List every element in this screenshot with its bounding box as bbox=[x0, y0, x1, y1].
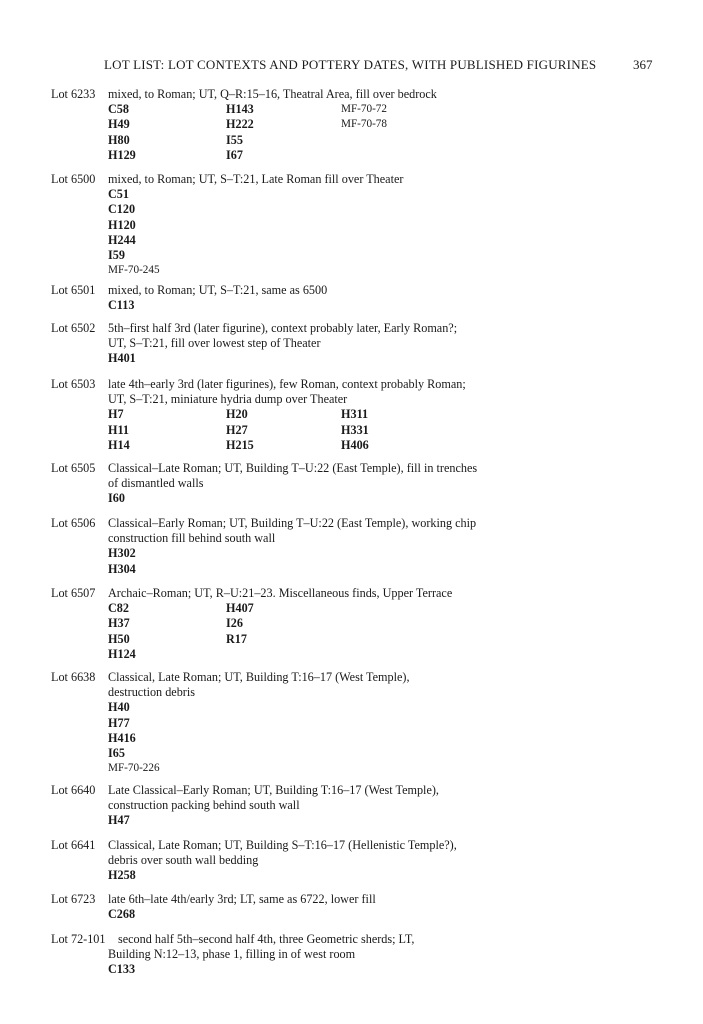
catalogue-number: C133 bbox=[108, 962, 136, 977]
figurine-list bbox=[108, 298, 508, 313]
figurine-list bbox=[108, 907, 508, 922]
figurine-list bbox=[108, 868, 508, 883]
figurine-row bbox=[108, 133, 508, 148]
lot-description-line: 5th–first half 3rd (later figurine), context probably later, Early Roman?; bbox=[108, 321, 458, 335]
lot-body bbox=[108, 838, 508, 884]
lot-description bbox=[108, 461, 508, 491]
catalogue-number: H406 bbox=[341, 437, 369, 452]
lot-label: Lot 72-101 bbox=[51, 932, 106, 946]
lot-label: Lot 6505 bbox=[51, 461, 96, 475]
catalogue-number: H407 bbox=[226, 601, 254, 616]
catalogue-number: C82 bbox=[108, 601, 129, 616]
figurine-row bbox=[108, 616, 508, 631]
lot-body bbox=[108, 670, 508, 776]
lot-description-line: Classical–Late Roman; UT, Building T–U:22 (East Temple), fill in trenches bbox=[108, 461, 478, 475]
lot-description-line: of dismantled walls bbox=[108, 476, 204, 491]
lot-label: Lot 6507 bbox=[51, 586, 96, 600]
lot-description-line: late 6th–late 4th/early 3rd; LT, same as 6722, lower fill bbox=[108, 892, 376, 906]
lot-description bbox=[108, 586, 508, 601]
figurine-row bbox=[108, 218, 508, 233]
lot-description bbox=[108, 932, 518, 962]
lot-description-line: Classical–Early Roman; UT, Building T–U:22 (East Temple), working chip bbox=[108, 516, 477, 530]
lot-description-line: UT, S–T:21, fill over lowest step of Theater bbox=[108, 336, 321, 351]
figurine-row bbox=[108, 423, 508, 438]
figurine-row bbox=[108, 187, 508, 202]
catalogue-number: I26 bbox=[226, 616, 243, 631]
catalogue-number: H129 bbox=[108, 147, 136, 162]
lot-label: Lot 6233 bbox=[51, 87, 96, 101]
catalogue-number: H331 bbox=[341, 422, 369, 437]
inventory-number: MF-70-78 bbox=[341, 118, 387, 131]
figurine-list bbox=[108, 407, 508, 453]
figurine-row bbox=[108, 263, 508, 278]
catalogue-number: H40 bbox=[108, 700, 130, 715]
catalogue-number: H27 bbox=[226, 422, 248, 437]
figurine-list bbox=[108, 601, 508, 662]
figurine-row bbox=[108, 546, 508, 561]
catalogue-number: C120 bbox=[108, 202, 136, 217]
lot-description bbox=[108, 783, 508, 813]
lot-description-line: Late Classical–Early Roman; UT, Building T:16–17 (West Temple), bbox=[108, 783, 439, 797]
figurine-row bbox=[108, 716, 508, 731]
catalogue-number: H14 bbox=[108, 437, 130, 452]
inventory-number: MF-70-226 bbox=[108, 762, 160, 775]
header-title: LOT LIST: LOT CONTEXTS AND POTTERY DATES, WITH PUBLISHED FIGURINES bbox=[104, 57, 597, 72]
catalogue-number: C113 bbox=[108, 298, 135, 313]
figurine-list bbox=[108, 102, 508, 163]
figurine-list bbox=[108, 351, 508, 366]
lot-description bbox=[108, 516, 508, 546]
lot-description bbox=[108, 377, 508, 407]
lot-label: Lot 6723 bbox=[51, 892, 96, 906]
catalogue-number: H222 bbox=[226, 117, 254, 132]
figurine-list bbox=[108, 546, 508, 576]
figurine-row bbox=[108, 351, 508, 366]
lot-label: Lot 6506 bbox=[51, 516, 96, 530]
catalogue-number: I59 bbox=[108, 247, 125, 262]
lot-description-line: Classical, Late Roman; UT, Building S–T:16–17 (Hellenistic Temple?), bbox=[108, 838, 457, 852]
catalogue-number: I55 bbox=[226, 132, 243, 147]
catalogue-number: C58 bbox=[108, 102, 129, 117]
catalogue-number: R17 bbox=[226, 631, 247, 646]
lot-description-line: construction fill behind south wall bbox=[108, 531, 276, 546]
figurine-list bbox=[108, 962, 518, 977]
catalogue-number: H49 bbox=[108, 117, 130, 132]
catalogue-number: H50 bbox=[108, 631, 130, 646]
lot-body bbox=[108, 461, 508, 507]
figurine-row bbox=[108, 746, 508, 761]
catalogue-number: H401 bbox=[108, 351, 136, 366]
lot-body bbox=[108, 932, 518, 978]
figurine-list bbox=[108, 491, 508, 506]
lot-label: Lot 6640 bbox=[51, 783, 96, 797]
running-header bbox=[0, 57, 703, 75]
figurine-row bbox=[108, 102, 508, 117]
lot-description bbox=[108, 892, 508, 907]
catalogue-number: H80 bbox=[108, 132, 130, 147]
lot-description-line: UT, S–T:21, miniature hydria dump over Theater bbox=[108, 392, 348, 407]
lot-label: Lot 6638 bbox=[51, 670, 96, 684]
lot-body bbox=[108, 321, 508, 367]
figurine-row bbox=[108, 233, 508, 248]
figurine-list bbox=[108, 700, 508, 776]
catalogue-number: C268 bbox=[108, 907, 136, 922]
lot-label: Lot 6641 bbox=[51, 838, 96, 852]
catalogue-number: H37 bbox=[108, 616, 130, 631]
lot-body bbox=[108, 783, 508, 829]
figurine-row bbox=[108, 562, 508, 577]
catalogue-number: H7 bbox=[108, 407, 124, 422]
inventory-number: MF-70-72 bbox=[341, 103, 387, 116]
lot-description-line: Building N:12–13, phase 1, filling in of west room bbox=[108, 947, 356, 962]
lot-description-line: mixed, to Roman; UT, S–T:21, Late Roman fill over Theater bbox=[108, 172, 404, 186]
lot-description bbox=[108, 321, 508, 351]
figurine-row bbox=[108, 731, 508, 746]
figurine-row bbox=[108, 962, 518, 977]
lot-description-line: mixed, to Roman; UT, Q–R:15–16, Theatral Area, fill over bedrock bbox=[108, 87, 437, 101]
figurine-row bbox=[108, 438, 508, 453]
catalogue-number: H143 bbox=[226, 102, 254, 117]
catalogue-number: I65 bbox=[108, 745, 125, 760]
figurine-list bbox=[108, 813, 508, 828]
catalogue-number: H416 bbox=[108, 730, 136, 745]
figurine-row bbox=[108, 117, 508, 132]
lot-body bbox=[108, 172, 508, 278]
lot-description bbox=[108, 87, 508, 102]
inventory-number: MF-70-245 bbox=[108, 264, 160, 277]
figurine-row bbox=[108, 298, 508, 313]
catalogue-number: C51 bbox=[108, 187, 129, 202]
catalogue-number: I60 bbox=[108, 491, 125, 506]
lot-body bbox=[108, 586, 508, 662]
page-number: 367 bbox=[633, 57, 653, 72]
lot-description-line: debris over south wall bedding bbox=[108, 853, 259, 868]
lot-description-line: second half 5th–second half 4th, three Geometric sherds; LT, bbox=[118, 932, 415, 946]
figurine-row bbox=[108, 907, 508, 922]
figurine-row bbox=[108, 148, 508, 163]
lot-label: Lot 6500 bbox=[51, 172, 96, 186]
figurine-row bbox=[108, 761, 508, 776]
lot-description-line: Archaic–Roman; UT, R–U:21–23. Miscellaneous finds, Upper Terrace bbox=[108, 586, 453, 600]
figurine-row bbox=[108, 407, 508, 422]
catalogue-number: H124 bbox=[108, 646, 136, 661]
lot-body bbox=[108, 87, 508, 163]
figurine-row bbox=[108, 647, 508, 662]
lot-description bbox=[108, 283, 508, 298]
lot-body bbox=[108, 283, 508, 313]
lot-description-line: late 4th–early 3rd (later figurines), few Roman, context probably Roman; bbox=[108, 377, 466, 391]
catalogue-number: H311 bbox=[341, 407, 369, 422]
catalogue-number: H244 bbox=[108, 232, 136, 247]
catalogue-number: H47 bbox=[108, 813, 130, 828]
figurine-row bbox=[108, 813, 508, 828]
catalogue-number: I67 bbox=[226, 147, 243, 162]
catalogue-number: H77 bbox=[108, 715, 130, 730]
catalogue-number: H304 bbox=[108, 561, 136, 576]
catalogue-number: H258 bbox=[108, 868, 136, 883]
figurine-row bbox=[108, 700, 508, 715]
lot-label: Lot 6501 bbox=[51, 283, 96, 297]
lot-description-line: Classical, Late Roman; UT, Building T:16–17 (West Temple), bbox=[108, 670, 410, 684]
figurine-row bbox=[108, 632, 508, 647]
figurine-list bbox=[108, 187, 508, 278]
figurine-row bbox=[108, 601, 508, 616]
figurine-row bbox=[108, 491, 508, 506]
figurine-row bbox=[108, 202, 508, 217]
lot-description bbox=[108, 172, 508, 187]
catalogue-number: H20 bbox=[226, 407, 248, 422]
catalogue-number: H120 bbox=[108, 217, 136, 232]
lot-description-line: construction packing behind south wall bbox=[108, 798, 300, 813]
lot-body bbox=[108, 516, 508, 577]
lot-description-line: mixed, to Roman; UT, S–T:21, same as 6500 bbox=[108, 283, 328, 297]
lot-body bbox=[108, 377, 508, 453]
figurine-row bbox=[108, 248, 508, 263]
catalogue-number: H11 bbox=[108, 422, 129, 437]
lot-description-line: destruction debris bbox=[108, 685, 195, 700]
lot-body bbox=[108, 892, 508, 922]
lot-label: Lot 6502 bbox=[51, 321, 96, 335]
figurine-row bbox=[108, 868, 508, 883]
catalogue-number: H302 bbox=[108, 546, 136, 561]
lot-description bbox=[108, 838, 508, 868]
lot-label: Lot 6503 bbox=[51, 377, 96, 391]
catalogue-number: H215 bbox=[226, 437, 254, 452]
lot-description bbox=[108, 670, 508, 700]
